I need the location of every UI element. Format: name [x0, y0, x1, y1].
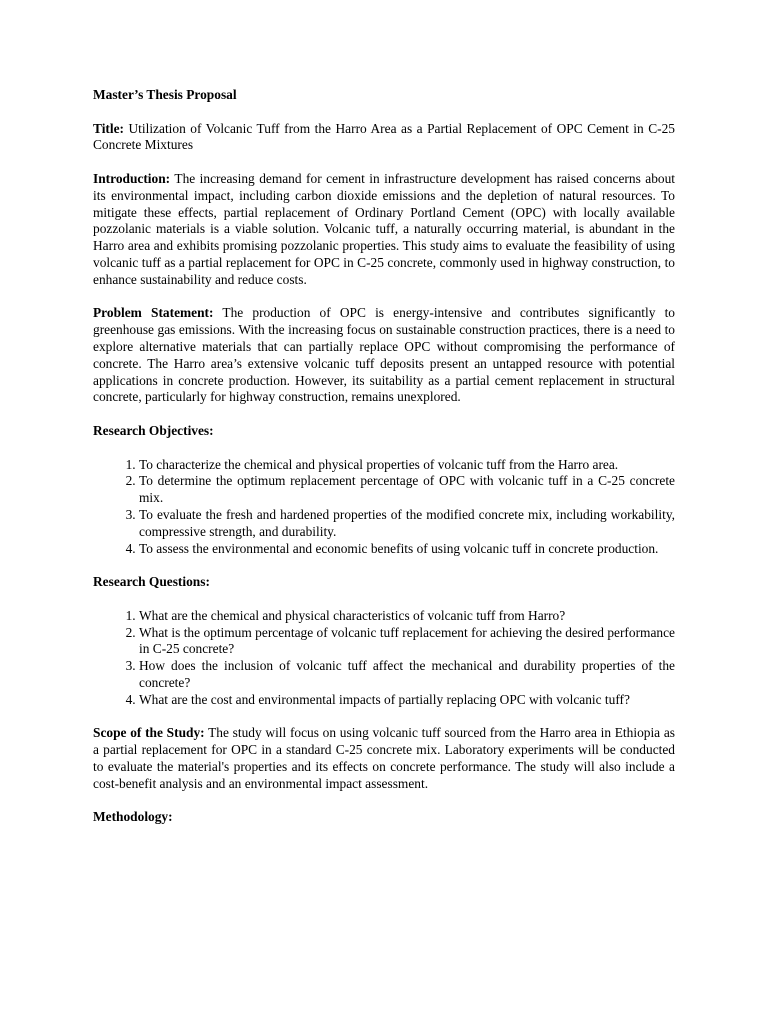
scope-paragraph	[93, 725, 675, 792]
research-objectives-list	[93, 457, 675, 558]
introduction-label: Introduction:	[93, 170, 171, 186]
list-item: 4. To assess the environmental and economic benefits of using volcanic tuff in concrete production.	[139, 541, 675, 558]
document-heading: Master’s Thesis Proposal	[93, 87, 237, 102]
list-item: 4. What are the cost and environmental impacts of partially replacing OPC with volcanic tuff?	[139, 692, 675, 709]
research-questions-list	[93, 608, 675, 709]
research-objectives-heading: Research Objectives:	[93, 422, 214, 438]
title-paragraph	[93, 121, 675, 155]
problem-statement-label: Problem Statement:	[93, 305, 214, 321]
list-item: 1. What are the chemical and physical characteristics of volcanic tuff from Harro?	[139, 608, 675, 625]
scope-label: Scope of the Study:	[93, 725, 205, 741]
methodology-heading: Methodology:	[93, 809, 173, 825]
list-item: 3. To evaluate the fresh and hardened properties of the modified concrete mix, including workability, compressive strength, and durability.	[139, 507, 675, 541]
list-item: 2. What is the optimum percentage of volcanic tuff replacement for achieving the desired performance in C-25 concrete?	[139, 625, 675, 659]
introduction-paragraph	[93, 171, 675, 289]
problem-statement-text: The production of OPC is energy-intensive and contributes significantly to greenhouse gas emissions. With the increasing focus on sustainable construction practices, there is a need to explore alternative materials that can partially replace OPC without compromising the performance of concrete. The Harro area’s extensive volcanic tuff deposits present an untapped resource with potential applications in concrete production. However, its suitability as a partial cement replacement in structural concrete, particularly for highway construction, remains unexplored.	[93, 305, 675, 405]
list-item: 2. To determine the optimum replacement percentage of OPC with volcanic tuff in a C-25 concrete mix.	[139, 473, 675, 507]
title-label: Title:	[93, 120, 124, 136]
list-item: 1. To characterize the chemical and physical properties of volcanic tuff from the Harro area.	[139, 457, 675, 474]
document-page	[93, 87, 675, 843]
title-text: Utilization of Volcanic Tuff from the Harro Area as a Partial Replacement of OPC Cement in C-25 Concrete Mixtures	[93, 120, 675, 153]
research-questions-heading: Research Questions:	[93, 574, 210, 590]
list-item: 3. How does the inclusion of volcanic tuff affect the mechanical and durability properties of the concrete?	[139, 658, 675, 692]
problem-statement-paragraph	[93, 305, 675, 406]
scope-text: The study will focus on using volcanic tuff sourced from the Harro area in Ethiopia as a partial replacement for OPC in a standard C-25 concrete mix. Laboratory experiments will be conducted to evaluate the material's properties and its effects on concrete performance. The study will also include a cost-benefit analysis and an environmental impact assessment.	[93, 725, 676, 791]
introduction-text: The increasing demand for cement in infrastructure development has raised concerns about its environmental impact, including carbon dioxide emissions and the depletion of natural resources. To mitigate these effects, partial replacement of Ordinary Portland Cement (OPC) with locally available pozzolanic materials is a viable solution. Volcanic tuff, a naturally occurring material, is abundant in the Harro area and exhibits promising pozzolanic properties. This study aims to evaluate the feasibility of using volcanic tuff as a partial replacement for OPC in C-25 concrete, commonly used in highway construction, to enhance sustainability and reduce costs.	[93, 170, 676, 287]
